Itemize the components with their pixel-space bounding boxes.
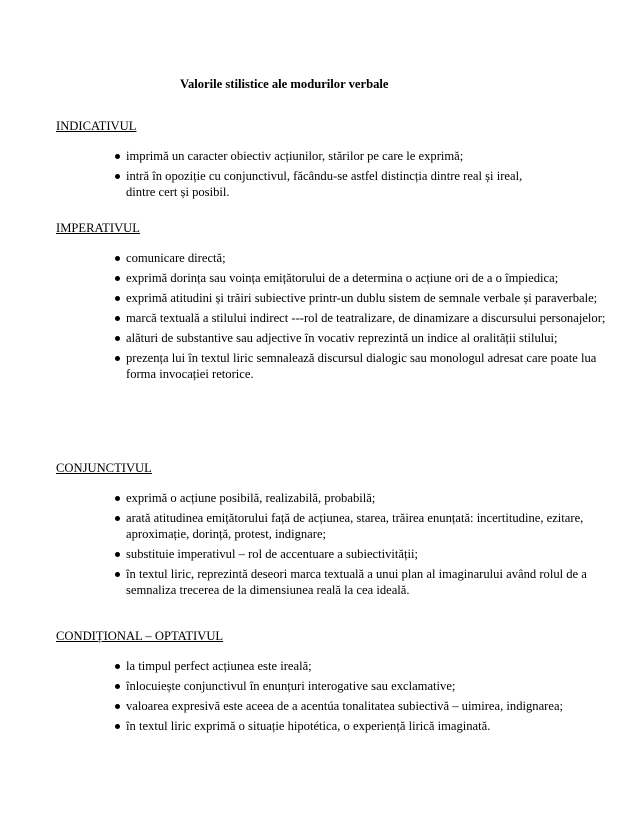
section-heading: INDICATIVUL (56, 119, 137, 133)
list-item: alături de substantive sau adjective în vocativ reprezintă un indice al oralității stilului; (56, 330, 616, 346)
section-imperativul (56, 220, 616, 386)
bullet-icon (115, 154, 120, 159)
list-item: arată atitudinea emițătorului față de acțiunea, starea, trăirea enunțată: incertitudine, ezitare, aproximație, dorință, protest, indignare; (56, 510, 606, 542)
section-indicativul (56, 118, 616, 204)
bullet-list (56, 490, 616, 598)
list-item: comunicare directă; (56, 250, 616, 266)
bullet-icon (115, 704, 120, 709)
bullet-icon (115, 724, 120, 729)
bullet-icon (115, 336, 120, 341)
list-item: în textul liric, reprezintă deseori marca textuală a unui plan al imaginarului având rolul de a semnaliza trecerea de la dimensiunea reală la cea ideală. (56, 566, 616, 598)
list-item: valoarea expresivă este aceea de a acentúa tonalitatea subiectivă – uimirea, indignarea; (56, 698, 606, 714)
section-heading: IMPERATIVUL (56, 221, 140, 235)
bullet-icon (115, 552, 120, 557)
list-item: exprimă atitudini și trăiri subiective printr-un dublu sistem de semnale verbale și paraverbale; (56, 290, 616, 306)
bullet-icon (115, 572, 120, 577)
bullet-list (56, 148, 616, 200)
bullet-icon (115, 684, 120, 689)
list-item: în textul liric exprimă o situație hipotética, o experiență lirică imaginată. (56, 718, 616, 734)
section-heading: CONJUNCTIVUL (56, 461, 152, 475)
bullet-icon (115, 356, 120, 361)
list-item: înlocuiește conjunctivul în enunțuri interogative sau exclamative; (56, 678, 616, 694)
list-item: imprimă un caracter obiectiv acțiunilor, stărilor pe care le exprimă; (56, 148, 546, 164)
list-item: marcă textuală a stilului indirect ---rol de teatralizare, de dinamizare a discursului personajelor; (56, 310, 616, 326)
bullet-list (56, 658, 616, 734)
bullet-icon (115, 174, 120, 179)
list-item: intră în opoziție cu conjunctivul, făcându-se astfel distincția dintre real și ireal, dintre cert și posibil. (56, 168, 546, 200)
bullet-icon (115, 256, 120, 261)
page-title: Valorile stilistice ale modurilor verbale (180, 77, 389, 91)
bullet-icon (115, 316, 120, 321)
bullet-icon (115, 296, 120, 301)
bullet-icon (115, 516, 120, 521)
section-conditional-optativul (56, 628, 616, 738)
bullet-icon (115, 496, 120, 501)
list-item: exprimă o acțiune posibilă, realizabilă, probabilă; (56, 490, 616, 506)
list-item: la timpul perfect acțiunea este ireală; (56, 658, 616, 674)
bullet-list (56, 250, 616, 382)
section-conjunctivul (56, 460, 616, 602)
section-heading: CONDIȚIONAL – OPTATIVUL (56, 629, 224, 643)
list-item: substituie imperativul – rol de accentuare a subiectivității; (56, 546, 616, 562)
list-item: exprimă dorința sau voința emițătorului de a determina o acțiune ori de a o împiedica; (56, 270, 576, 286)
list-item: prezența lui în textul liric semnalează discursul dialogic sau monologul adresat care poate lua forma invocației retorice. (56, 350, 606, 382)
bullet-icon (115, 664, 120, 669)
bullet-icon (115, 276, 120, 281)
